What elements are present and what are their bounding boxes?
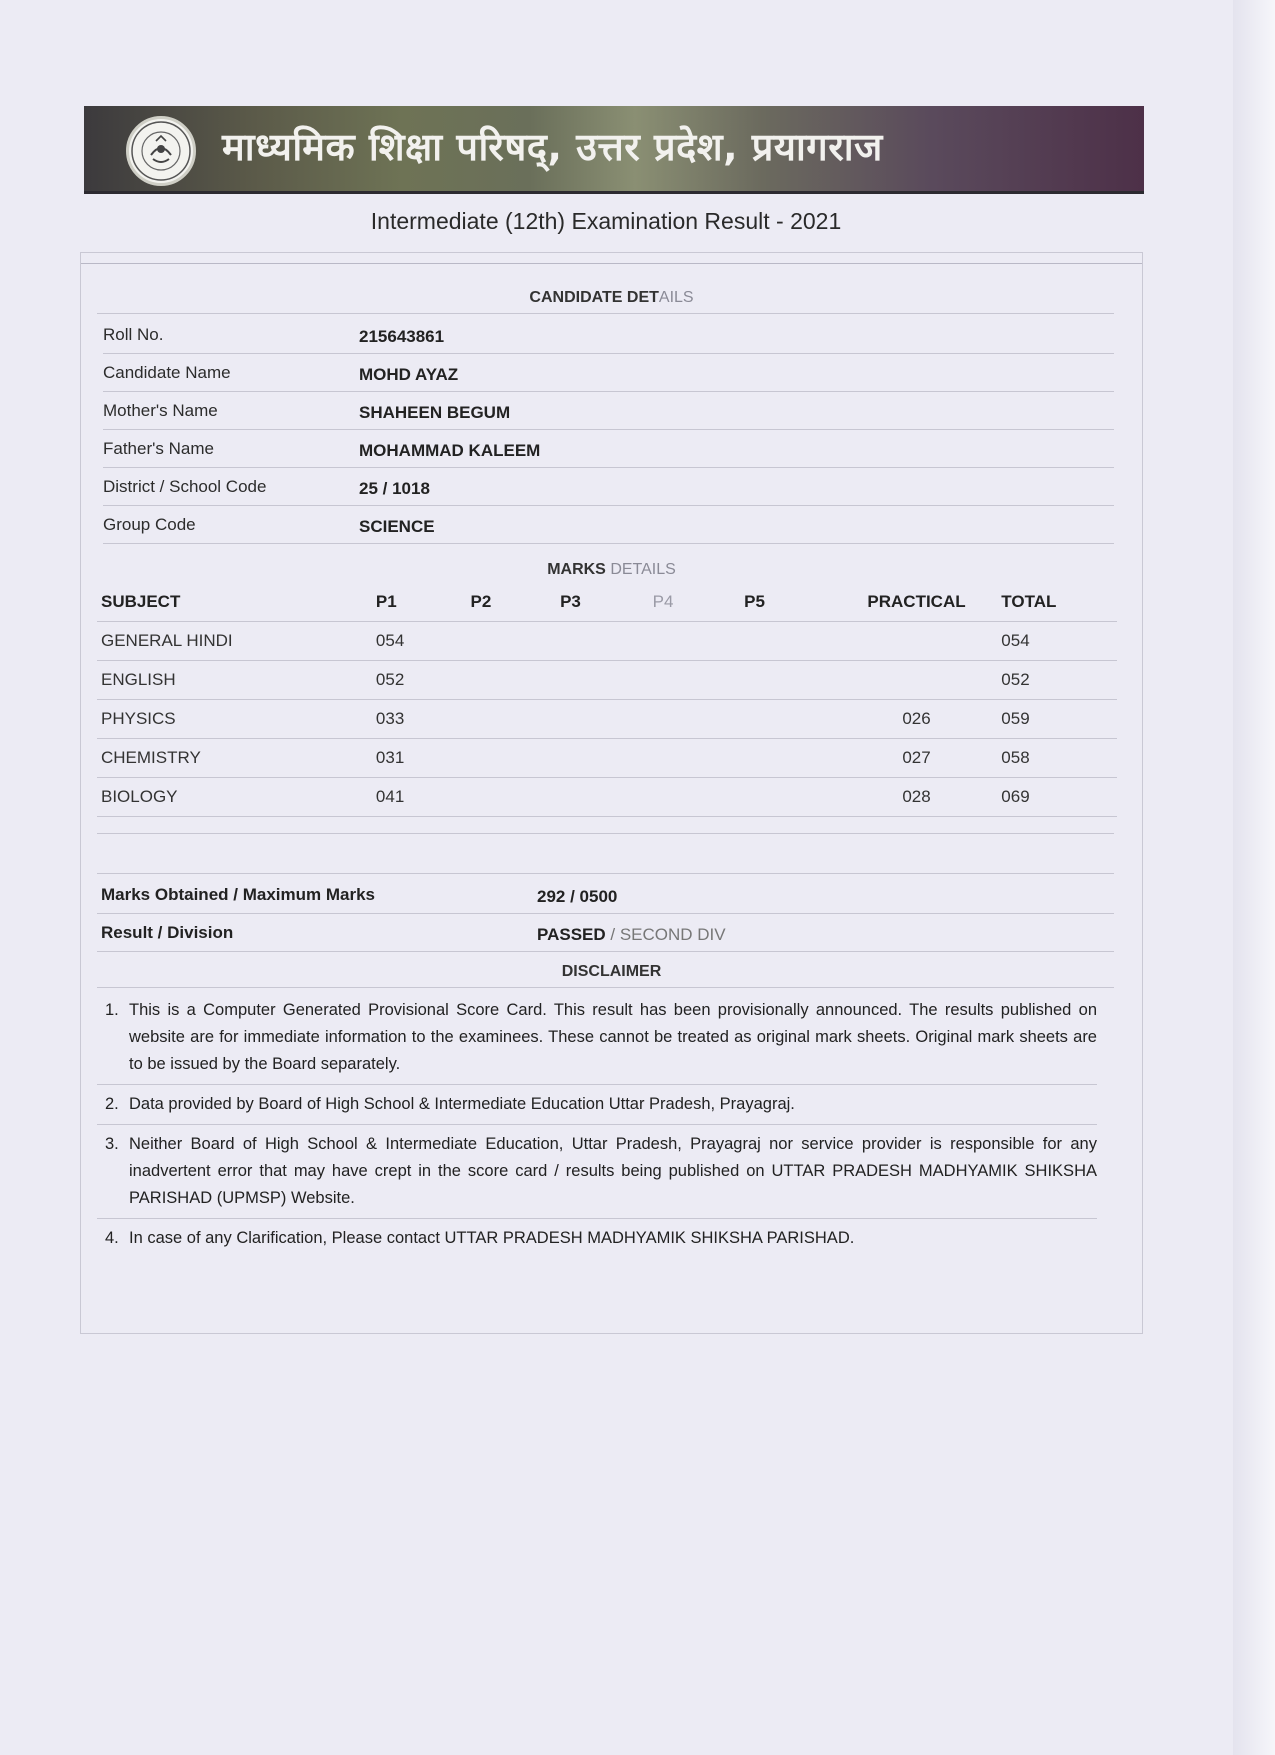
col-p2: P2 — [471, 583, 561, 622]
cell-total: 069 — [1001, 778, 1117, 817]
heading-text-faded: DETAILS — [610, 561, 676, 578]
cell-practical — [832, 622, 1002, 661]
cell-p3 — [560, 622, 653, 661]
field-fathers-name — [103, 429, 1114, 468]
field-roll-no — [103, 315, 1114, 354]
table-row — [97, 700, 1117, 739]
item-number: 3. — [105, 1135, 119, 1153]
col-total: TOTAL — [1001, 583, 1117, 622]
heading-text: MARKS — [547, 561, 606, 578]
result-card — [80, 252, 1143, 1334]
col-p4: P4 — [653, 583, 745, 622]
cell-subject: BIOLOGY — [97, 778, 376, 817]
table-row — [97, 739, 1117, 778]
marks-table — [97, 583, 1117, 817]
col-p5: P5 — [744, 583, 832, 622]
candidate-details-heading — [81, 289, 1142, 307]
cell-total: 054 — [1001, 622, 1117, 661]
divider — [97, 313, 1114, 314]
cell-p3 — [560, 661, 653, 700]
item-number: 4. — [105, 1229, 119, 1247]
list-item — [97, 1219, 1097, 1258]
cell-total: 059 — [1001, 700, 1117, 739]
col-p3: P3 — [560, 583, 653, 622]
col-subject: SUBJECT — [97, 583, 376, 622]
cell-p3 — [560, 700, 653, 739]
item-number: 2. — [105, 1095, 119, 1113]
cell-p4 — [653, 661, 745, 700]
marks-details-heading — [81, 561, 1142, 579]
table-row — [97, 778, 1117, 817]
cell-p4 — [653, 700, 745, 739]
marks-obtained-value — [537, 887, 617, 907]
exam-result-subtitle: Intermediate (12th) Examination Result - 2021 — [370, 208, 842, 234]
cell-p5 — [744, 661, 832, 700]
cell-p5 — [744, 622, 832, 661]
heading-text: CANDIDATE DET — [529, 289, 659, 306]
heading-text: DISCLAIMER — [561, 963, 662, 980]
item-number: 1. — [105, 1001, 119, 1019]
cell-practical: 026 — [832, 700, 1002, 739]
result-division-label: Result / Division — [101, 923, 234, 942]
cell-p1: 031 — [376, 739, 471, 778]
disclaimer-heading — [81, 963, 1142, 981]
cell-total: 058 — [1001, 739, 1117, 778]
field-label: Father's Name — [103, 439, 214, 458]
cell-p1: 052 — [376, 661, 471, 700]
cell-subject: GENERAL HINDI — [97, 622, 376, 661]
cell-subject: ENGLISH — [97, 661, 376, 700]
cell-practical: 028 — [832, 778, 1002, 817]
header-banner — [84, 106, 1144, 194]
marks-obtained-label: Marks Obtained / Maximum Marks — [101, 885, 375, 904]
field-label: Roll No. — [103, 325, 164, 344]
field-label: Candidate Name — [103, 363, 231, 382]
field-label: District / School Code — [103, 477, 267, 496]
list-item — [97, 991, 1097, 1085]
field-label: Mother's Name — [103, 401, 218, 420]
cell-p4 — [653, 778, 745, 817]
disclaimer-list — [97, 991, 1097, 1258]
divider — [97, 873, 1114, 874]
cell-p2 — [471, 739, 561, 778]
cell-total: 052 — [1001, 661, 1117, 700]
field-mothers-name — [103, 391, 1114, 430]
cell-p3 — [560, 739, 653, 778]
cell-p1: 054 — [376, 622, 471, 661]
marks-obtained-row — [97, 875, 1114, 914]
item-text: Neither Board of High School & Intermediate Education, Uttar Pradesh, Prayagraj nor service provider is responsible for any inadvertent error that may have crept in the score card / results being published on UTTAR PRADESH MADHYAMIK SHIKSHA PARISHAD (UPMSP) Website. — [129, 1135, 1097, 1207]
divider — [97, 987, 1114, 988]
field-value: SHAHEEN BEGUM — [359, 403, 511, 422]
cell-p2 — [471, 700, 561, 739]
table-row — [97, 661, 1117, 700]
marks-header-row — [97, 583, 1117, 622]
item-text: This is a Computer Generated Provisional Score Card. This result has been provisionally announced. The results published on website are for immediate information to the examinees. These cannot be treated as original mark sheets. Original mark sheets are to be issued by the Board separately. — [129, 1001, 1097, 1073]
cell-p2 — [471, 661, 561, 700]
cell-p3 — [560, 778, 653, 817]
cell-p5 — [744, 739, 832, 778]
field-candidate-name — [103, 353, 1114, 392]
cell-practical: 027 — [832, 739, 1002, 778]
item-text: Data provided by Board of High School & Intermediate Education Uttar Pradesh, Prayagraj. — [129, 1095, 795, 1113]
page-edge-shadow — [1233, 0, 1275, 1755]
cell-p4 — [653, 739, 745, 778]
cell-p2 — [471, 778, 561, 817]
field-value: 215643861 — [359, 327, 445, 346]
list-item — [97, 1125, 1097, 1219]
field-value: SCIENCE — [359, 517, 435, 536]
cell-p5 — [744, 700, 832, 739]
cell-p1: 041 — [376, 778, 471, 817]
result-status: PASSED — [537, 925, 606, 944]
col-p1: P1 — [376, 583, 471, 622]
cell-p2 — [471, 622, 561, 661]
cell-p4 — [653, 622, 745, 661]
cell-practical — [832, 661, 1002, 700]
marks-obtained-text: 292 / 0500 — [537, 887, 618, 906]
field-district-school-code — [103, 467, 1114, 506]
board-emblem-logo — [126, 116, 196, 186]
emblem-icon — [129, 119, 193, 183]
field-value: MOHD AYAZ — [359, 365, 459, 384]
field-label: Group Code — [103, 515, 196, 534]
result-division: / SECOND DIV — [605, 925, 726, 944]
field-value: MOHAMMAD KALEEM — [359, 441, 541, 460]
cell-subject: CHEMISTRY — [97, 739, 376, 778]
list-item — [97, 1085, 1097, 1125]
result-division-value — [537, 925, 726, 945]
cell-subject: PHYSICS — [97, 700, 376, 739]
heading-text-faded: AILS — [658, 289, 694, 306]
divider — [97, 833, 1114, 834]
table-row — [97, 622, 1117, 661]
cell-p5 — [744, 778, 832, 817]
result-division-row — [97, 913, 1114, 952]
field-group-code — [103, 505, 1114, 544]
board-name-title: माध्यमिक शिक्षा परिषद्, उत्तर प्रदेश, प्रयागराज — [222, 125, 883, 169]
item-text: In case of any Clarification, Please contact UTTAR PRADESH MADHYAMIK SHIKSHA PARISHAD. — [129, 1229, 855, 1247]
col-practical: PRACTICAL — [832, 583, 1002, 622]
cell-p1: 033 — [376, 700, 471, 739]
field-value: 25 / 1018 — [359, 479, 430, 498]
top-divider — [81, 263, 1142, 264]
